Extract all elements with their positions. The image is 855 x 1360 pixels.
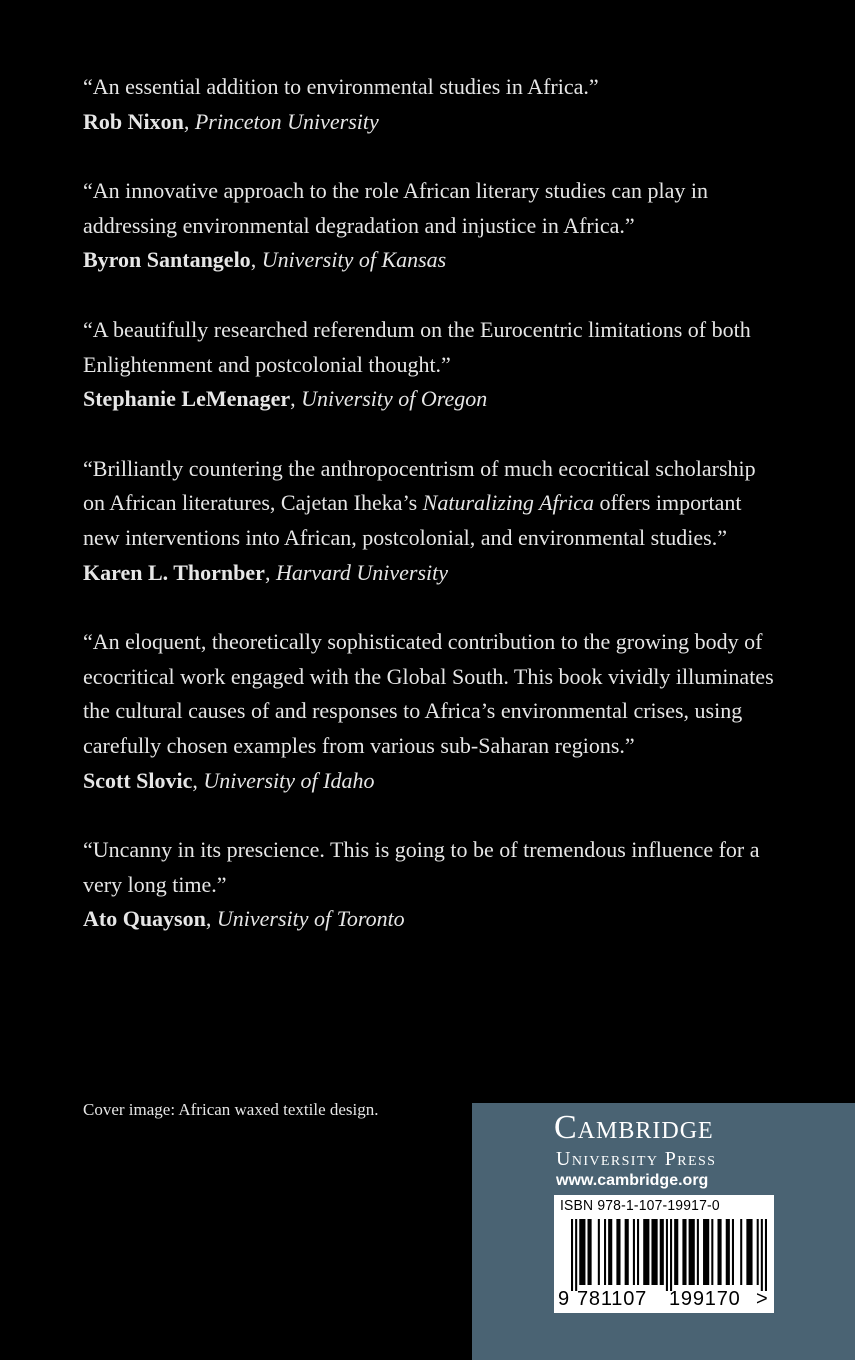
barcode-bar bbox=[575, 1219, 577, 1291]
barcode-bar bbox=[660, 1219, 664, 1285]
blurb-author: Rob Nixon bbox=[83, 108, 184, 134]
barcode-bar bbox=[717, 1219, 721, 1285]
blurb-affiliation: Princeton University bbox=[194, 108, 379, 134]
barcode-bar bbox=[697, 1219, 699, 1285]
barcode-bar bbox=[740, 1219, 742, 1285]
publisher-subtitle: University Press bbox=[556, 1148, 717, 1170]
blurb-author: Scott Slovic bbox=[83, 767, 193, 793]
blurb-quote: “Uncanny in its prescience. This is going to be of tremendous influence for a very long time.” bbox=[83, 837, 760, 897]
barcode-bar bbox=[616, 1219, 620, 1285]
isbn-barcode bbox=[554, 1195, 774, 1313]
blurb-quote: “An essential addition to environmental studies in Africa.” bbox=[83, 74, 599, 99]
blurb-affiliation: University of Toronto bbox=[216, 906, 405, 932]
blurb-quote: “An innovative approach to the role African literary studies can play in addressing environmental degradation and injustice in Africa.” bbox=[83, 178, 708, 238]
blurb-affiliation: University of Idaho bbox=[203, 767, 375, 793]
barcode-bar bbox=[761, 1219, 763, 1291]
publisher-panel bbox=[472, 1103, 855, 1360]
blurb-quote-end: offers important new interventions into African, postcolonial, and environmental studies.” bbox=[83, 490, 742, 550]
blurb-author: Stephanie LeMenager bbox=[83, 386, 291, 412]
barcode-bar bbox=[571, 1219, 573, 1291]
barcode-bar bbox=[726, 1219, 730, 1285]
barcode-bar bbox=[651, 1219, 657, 1285]
barcode-arrow: > bbox=[756, 1288, 768, 1310]
barcode-bar bbox=[604, 1219, 606, 1285]
blurb-quayson: “Uncanny in its prescience. This is going to be of tremendous influence for a very long time.” Ato Quayson, University of Toronto bbox=[83, 837, 760, 932]
blurb-nixon: “An essential addition to environmental studies in Africa.” Rob Nixon, Princeton University bbox=[83, 74, 599, 134]
barcode-first-digit: 9 bbox=[558, 1288, 570, 1310]
blurb-thornber: “Brilliantly countering the anthropocentrism of much ecocritical scholarship on African literatures, Cajetan Iheka’s Naturalizing Africa offers important new interventions into African, postcolonial, and environmental studies.” Karen L. Thornber, Harvard University bbox=[83, 455, 756, 585]
blurb-quote: “A beautifully researched referendum on the Eurocentric limitations of both Enlightenment and postcolonial thought.” bbox=[83, 316, 751, 377]
blurb-author: Ato Quayson bbox=[83, 906, 206, 932]
barcode-bar bbox=[746, 1219, 752, 1285]
blurb-affiliation: University of Oregon bbox=[301, 386, 488, 412]
publisher-url: www.cambridge.org bbox=[556, 1172, 709, 1189]
blurb-santangelo: “An innovative approach to the role African literary studies can play in addressing environmental degradation and injustice in Africa.” Byron Santangelo, University of Kansas bbox=[83, 178, 708, 273]
barcode-bar bbox=[666, 1219, 668, 1291]
blurb-author: Karen L. Thornber bbox=[83, 559, 265, 585]
blurb-author: Byron Santangelo bbox=[83, 247, 251, 273]
barcode-bar bbox=[689, 1219, 695, 1285]
blurb-affiliation: Harvard University bbox=[275, 559, 449, 585]
blurb-quote: “An eloquent, theoretically sophisticated contribution to the growing body of ecocritical work engaged with the Global South. This book vividly illuminates the cultural causes of and responses to Africa’s environmental crises, using carefully chosen examples from various sub-Saharan regions.” bbox=[83, 629, 774, 758]
isbn-label: ISBN 978-1-107-19917-0 bbox=[560, 1198, 720, 1214]
blurb-slovic: “An eloquent, theoretically sophisticated contribution to the growing body of ecocritical work engaged with the Global South. This book vividly illuminates the cultural causes of and responses to Africa’s environmental crises, using carefully chosen examples from various sub-Saharan regions.” Scott Slovic, University of Idaho bbox=[83, 629, 774, 793]
cover-credit: Cover image: African waxed textile design. bbox=[83, 1100, 379, 1119]
barcode-bars bbox=[571, 1219, 767, 1291]
barcode-bar bbox=[670, 1219, 672, 1291]
barcode-bar bbox=[643, 1219, 649, 1285]
blurb-lemenager: “A beautifully researched referendum on the Eurocentric limitations of both Enlightenment and postcolonial thought.” Stephanie LeMenager, University of Oregon bbox=[83, 316, 751, 412]
barcode-bar bbox=[598, 1219, 600, 1285]
barcode-bar bbox=[732, 1219, 734, 1285]
barcode-bar bbox=[608, 1219, 612, 1285]
book-title: Naturalizing Africa bbox=[422, 490, 594, 516]
barcode-digits bbox=[554, 1287, 774, 1311]
barcode-bar bbox=[588, 1219, 592, 1285]
barcode-bar bbox=[703, 1219, 709, 1285]
barcode-bar bbox=[682, 1219, 686, 1285]
blurb-affiliation: University of Kansas bbox=[261, 247, 447, 273]
barcode-bar bbox=[757, 1219, 759, 1285]
barcode-bar bbox=[711, 1219, 713, 1285]
barcode-bar bbox=[633, 1219, 635, 1285]
barcode-bar bbox=[674, 1219, 678, 1285]
barcode-bar bbox=[579, 1219, 585, 1285]
barcode-bar bbox=[637, 1219, 639, 1285]
publisher-logo bbox=[554, 1108, 716, 1192]
barcode-right-digits: 199170 bbox=[669, 1288, 741, 1310]
publisher-name: Cambridge bbox=[554, 1109, 714, 1146]
barcode-bar bbox=[765, 1219, 767, 1291]
barcode-bar bbox=[625, 1219, 629, 1285]
barcode-left-digits: 781107 bbox=[577, 1288, 648, 1310]
blurb-quote-start: “Brilliantly countering the anthropocentrism of much ecocritical scholarship on African literatures, Cajetan Iheka’s bbox=[83, 455, 756, 516]
endorsements bbox=[83, 70, 783, 937]
